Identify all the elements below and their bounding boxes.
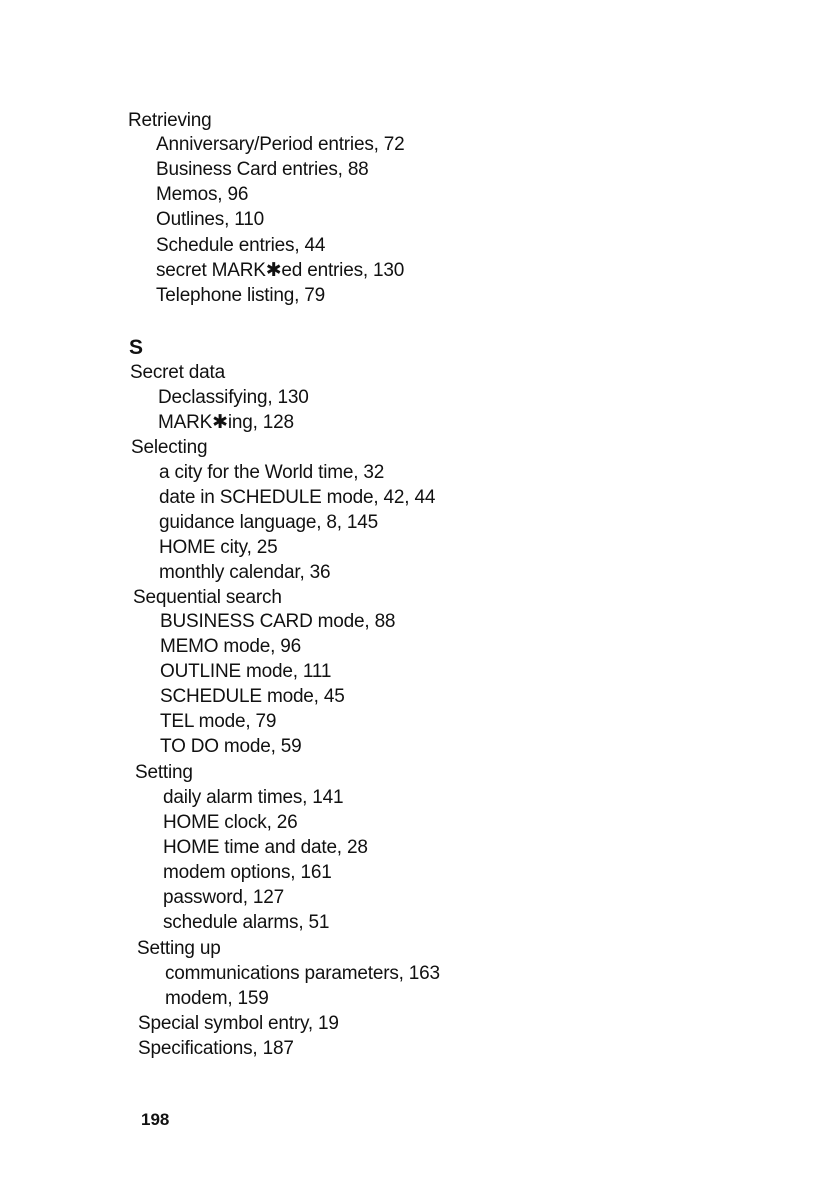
index-entry: a city for the World time, 32 bbox=[159, 462, 385, 483]
index-entry: Business Card entries, 88 bbox=[156, 159, 369, 180]
index-entry: modem options, 161 bbox=[163, 862, 332, 883]
index-entry: TEL mode, 79 bbox=[160, 711, 277, 732]
index-entry: date in SCHEDULE mode, 42, 44 bbox=[159, 487, 436, 508]
index-entry: Outlines, 110 bbox=[156, 209, 264, 230]
index-entry: HOME city, 25 bbox=[159, 537, 278, 558]
index-heading-specifications: Specifications, 187 bbox=[138, 1038, 294, 1059]
index-heading-setting: Setting bbox=[135, 762, 193, 783]
index-entry: HOME time and date, 28 bbox=[163, 837, 368, 858]
index-entry: MARK✱ing, 128 bbox=[158, 412, 294, 433]
index-entry: Schedule entries, 44 bbox=[156, 235, 326, 256]
index-entry: Anniversary/Period entries, 72 bbox=[156, 134, 405, 155]
index-entry: MEMO mode, 96 bbox=[160, 636, 302, 657]
index-entry: Declassifying, 130 bbox=[158, 387, 309, 408]
index-entry: SCHEDULE mode, 45 bbox=[160, 686, 345, 707]
index-entry: modem, 159 bbox=[165, 988, 269, 1009]
index-entry: guidance language, 8, 145 bbox=[159, 512, 378, 533]
index-entry: OUTLINE mode, 111 bbox=[160, 661, 332, 682]
index-heading-retrieving: Retrieving bbox=[128, 110, 212, 131]
index-heading-special-symbol-entry: Special symbol entry, 19 bbox=[138, 1013, 339, 1034]
index-heading-setting-up: Setting up bbox=[137, 938, 221, 959]
index-heading-sequential-search: Sequential search bbox=[133, 587, 282, 608]
index-entry: Telephone listing, 79 bbox=[156, 285, 326, 306]
index-entry: secret MARK✱ed entries, 130 bbox=[156, 260, 405, 281]
index-entry: monthly calendar, 36 bbox=[159, 562, 331, 583]
index-entry: daily alarm times, 141 bbox=[163, 787, 344, 808]
index-entry: BUSINESS CARD mode, 88 bbox=[160, 611, 396, 632]
index-entry: schedule alarms, 51 bbox=[163, 912, 330, 933]
index-entry: TO DO mode, 59 bbox=[160, 736, 302, 757]
index-heading-selecting: Selecting bbox=[131, 437, 208, 458]
index-heading-secret-data: Secret data bbox=[130, 362, 225, 383]
section-letter: S bbox=[129, 336, 144, 359]
index-entry: HOME clock, 26 bbox=[163, 812, 298, 833]
index-entry: Memos, 96 bbox=[156, 184, 249, 205]
index-entry: password, 127 bbox=[163, 887, 284, 908]
index-entry: communications parameters, 163 bbox=[165, 963, 440, 984]
page-number: 198 bbox=[141, 1110, 170, 1129]
